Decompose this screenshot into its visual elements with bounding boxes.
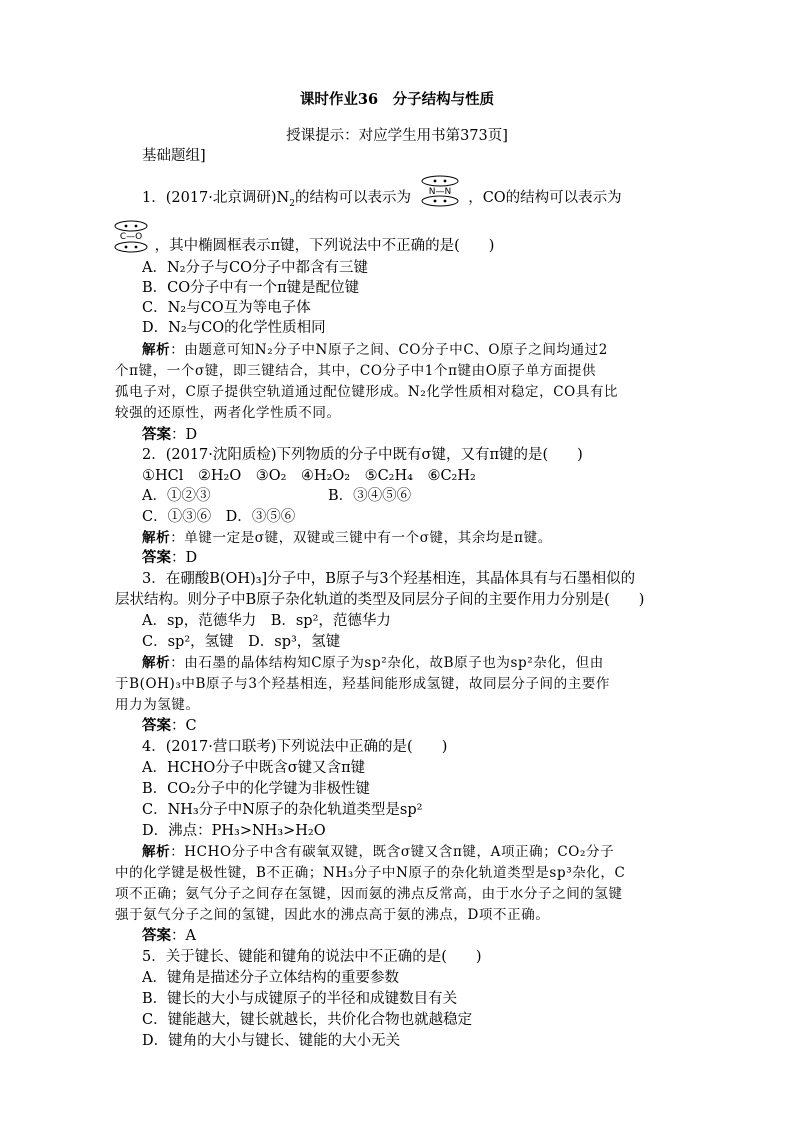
q1-analysis-line3: 孤电子对，C原子提供空轨道通过配位键形成。N₂化学性质相对稳定，CO具有比 [115, 384, 619, 400]
q4-stem: 4．(2017·营口联考)下列说法中正确的是( ) [142, 739, 448, 755]
co-structure-diagram [112, 220, 150, 254]
q2-items: ①HCl ②H₂O ③O₂ ④H₂O₂ ⑤C₂H₄ ⑥C₂H₂ [142, 468, 476, 484]
page-title: 课时作业36 分子结构与性质 [299, 91, 495, 108]
q2-answer: 答案：D [142, 549, 198, 566]
q1-stem-line2: C—O ，其中椭圆框表示π键，下列说法中不正确的是( ) [112, 236, 494, 256]
q5-option-b: B．键长的大小与成键原子的半径和成键数目有关 [142, 991, 458, 1007]
q3-stem-line1: 3．在硼酸B(OH)₃]分子中，B原子与3个羟基相连，其晶体具有与石墨相似的 [142, 571, 636, 587]
q2-option-cd: C．①③⑥ D．③⑤⑥ [142, 509, 296, 525]
q3-analysis-line3: 用力为氢键。 [115, 697, 200, 713]
q4-option-b: B．CO₂分子中的化学键为非极性键 [142, 781, 370, 797]
q5-stem: 5．关于键长、键能和键角的说法中不正确的是( ) [142, 949, 482, 965]
q1-analysis-line1: 解析：由题意可知N₂分子中N原子之间、CO分子中C、O原子之间均通过2 [142, 342, 608, 358]
q3-stem-line2: 层状结构。则分子中B原子杂化轨道的类型及同层分子间的主要作用力分别是( ) [115, 592, 645, 608]
n2-structure-label: N—N [428, 187, 451, 197]
q1-option-a: A．N₂分子与CO分子中都含有三键 [142, 260, 368, 276]
co-structure-label: C—O [119, 232, 143, 242]
q2-option-b: B．③④⑤⑥ [328, 488, 412, 504]
q2-analysis: 解析：单键一定是σ键，双键或三键中有一个σ键，其余均是π键。 [142, 530, 552, 546]
n2-structure-diagram [416, 174, 464, 208]
q1-option-d: D．N₂与CO的化学性质相同 [142, 320, 326, 336]
q3-analysis-line2: 于B(OH)₃中B原子与3个羟基相连，羟基间能形成氢键，故同层分子间的主要作 [115, 676, 611, 692]
textbook-hint: 授课提示：对应学生用书第373页] [286, 128, 508, 144]
q1-stem-line1: 1．(2017·北京调研)$N_2$的结构可以表示为 N—N ，CO的结构可以表示为 [142, 188, 622, 208]
q3-option-cd: C．sp²，氢键 D．sp³，氢键 [142, 634, 341, 650]
q4-option-c: C．NH₃分子中N原子的杂化轨道类型是sp² [142, 802, 423, 818]
q1-option-c: C．N₂与CO互为等电子体 [142, 300, 311, 316]
q5-option-d: D．键角的大小与键长、键能的大小无关 [142, 1033, 401, 1049]
q2-option-a: A．①②③ [142, 488, 211, 504]
q4-option-a: A．HCHO分子中既含σ键又含π键 [142, 760, 366, 776]
q4-analysis-line3: 项不正确；氨气分子之间存在氢键，因而氨的沸点反常高，由于水分子之间的氢键 [115, 886, 623, 902]
q2-stem: 2．(2017·沈阳质检)下列物质的分子中既有σ键，又有π键的是( ) [142, 447, 583, 463]
q4-answer: 答案：A [142, 927, 196, 944]
q1-answer: 答案：D [142, 426, 198, 443]
q5-option-c: C．键能越大，键长就越长，共价化合物也就越稳定 [142, 1012, 473, 1028]
q4-analysis-line4: 强于氨气分子之间的氢键，因此水的沸点高于氨的沸点，D项不正确。 [115, 907, 550, 923]
q3-option-ab: A．sp，范德华力 B．sp²，范德华力 [142, 613, 391, 629]
q4-option-d: D．沸点：PH₃>NH₃>H₂O [142, 823, 326, 839]
q3-answer: 答案：C [142, 717, 197, 734]
q1-analysis-line4: 较强的还原性，两者化学性质不同。 [115, 405, 341, 421]
group-heading: 基础题组] [142, 148, 206, 164]
q5-option-a: A．键角是描述分子立体结构的重要参数 [142, 970, 399, 986]
q4-analysis-line1: 解析：HCHO分子中含有碳氧双键，既含σ键又含π键，A项正确；CO₂分子 [142, 844, 615, 860]
q3-analysis-line1: 解析：由石墨的晶体结构知C原子为sp²杂化，故B原子也为sp²杂化，但由 [142, 655, 604, 671]
q4-analysis-line2: 中的化学键是极性键，B不正确；NH₃分子中N原子的杂化轨道类型是sp³杂化，C [115, 865, 626, 881]
q1-analysis-line2: 个π键，一个σ键，即三键结合，其中，CO分子中1个π键由O原子单方面提供 [115, 363, 597, 379]
q1-option-b: B．CO分子中有一个π键是配位键 [142, 280, 360, 296]
